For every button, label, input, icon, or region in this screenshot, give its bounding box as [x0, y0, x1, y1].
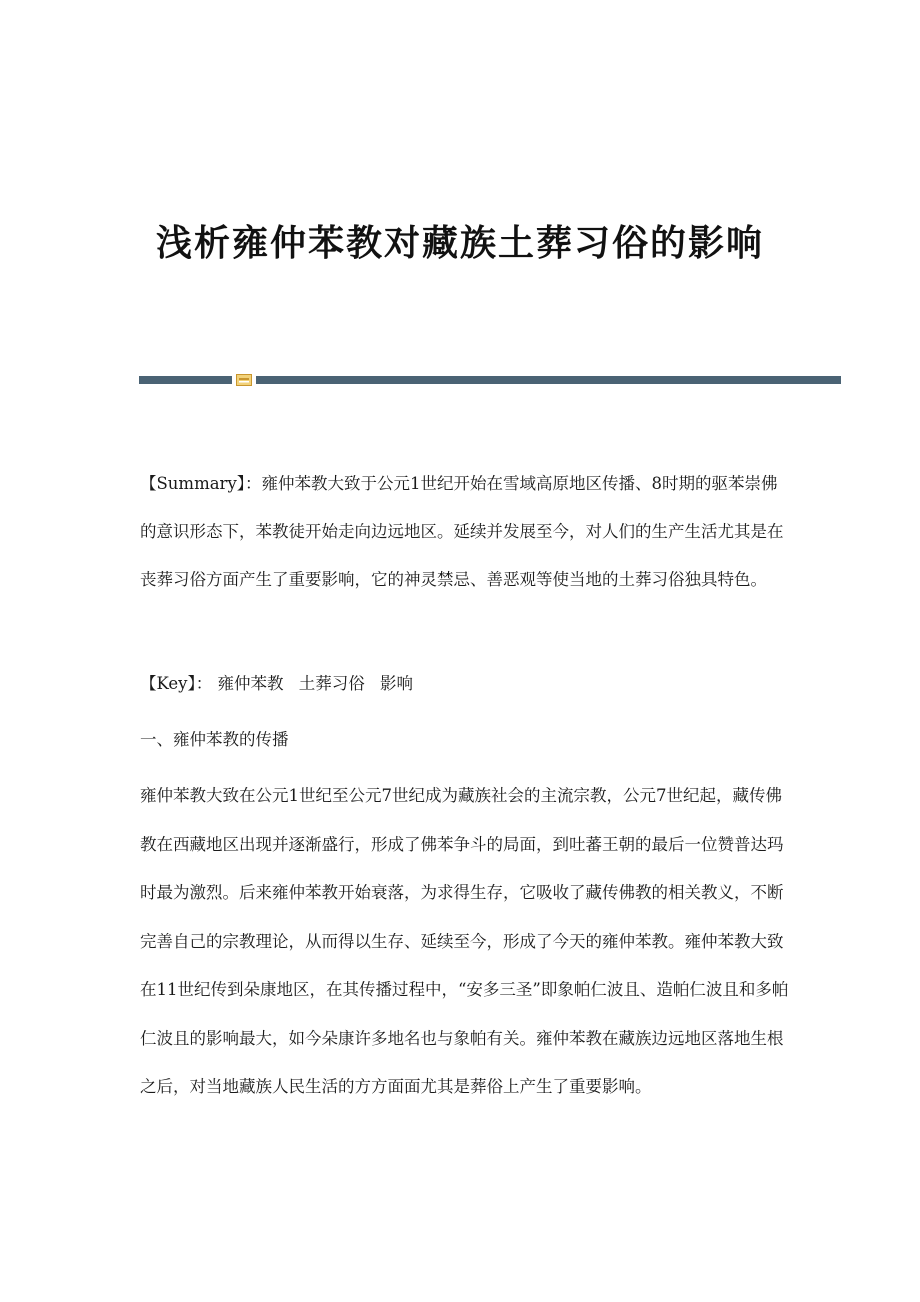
keyword-item: 土葬习俗: [298, 674, 365, 693]
divider-right-bar: [256, 376, 841, 384]
divider-left-bar: [139, 376, 232, 384]
keywords-label: 【Key】：: [140, 674, 213, 693]
section-1-paragraph: 雍仲苯教大致在公元1世纪至公元7世纪成为藏族社会的主流宗教，公元7世纪起，藏传佛教在西藏地区出现并逐渐盛行，形成了佛苯争斗的局面，到吐蕃王朝的最后一位赞普达玛时最为激烈。后来雍仲苯教开始衰落，为求得生存，它吸收了藏传佛教的相关教义，不断完善自己的宗教理论，从而得以生存、延续至今，形成了今天的雍仲苯教。雍仲苯教大致在11世纪传到朵康地区，在其传播过程中，“安多三圣”即象帕仁波且、造帕仁波且和多帕仁波且的影响最大，如今朵康许多地名也与象帕有关。雍仲苯教在藏族边远地区落地生根之后，对当地藏族人民生活的方方面面尤其是葬俗上产生了重要影响。: [140, 786, 789, 1096]
section-heading: [140, 716, 790, 764]
document-title: 浅析雍仲苯教对藏族土葬习俗的影响: [155, 222, 764, 264]
summary-block: [140, 460, 790, 604]
keyword-item: 影响: [379, 674, 413, 693]
summary-text: 雍仲苯教大致于公元1世纪开始在雪域高原地区传播、8时期的驱苯崇佛的意识形态下，苯教徒开始走向边远地区。延续并发展至今，对人们的生产生活尤其是在丧葬习俗方面产生了重要影响，它的神灵禁忌、善恶观等使当地的土葬习俗独具特色。: [140, 474, 784, 589]
keywords-block: [140, 660, 790, 708]
divider-ornament-icon: [236, 374, 252, 386]
section-1-heading: 一、雍仲苯教的传播: [140, 730, 289, 749]
title-divider: [139, 372, 841, 388]
summary-label: 【Summary】：: [140, 474, 262, 493]
keyword-item: 雍仲苯教: [217, 674, 284, 693]
section-1-body: [140, 772, 790, 1112]
